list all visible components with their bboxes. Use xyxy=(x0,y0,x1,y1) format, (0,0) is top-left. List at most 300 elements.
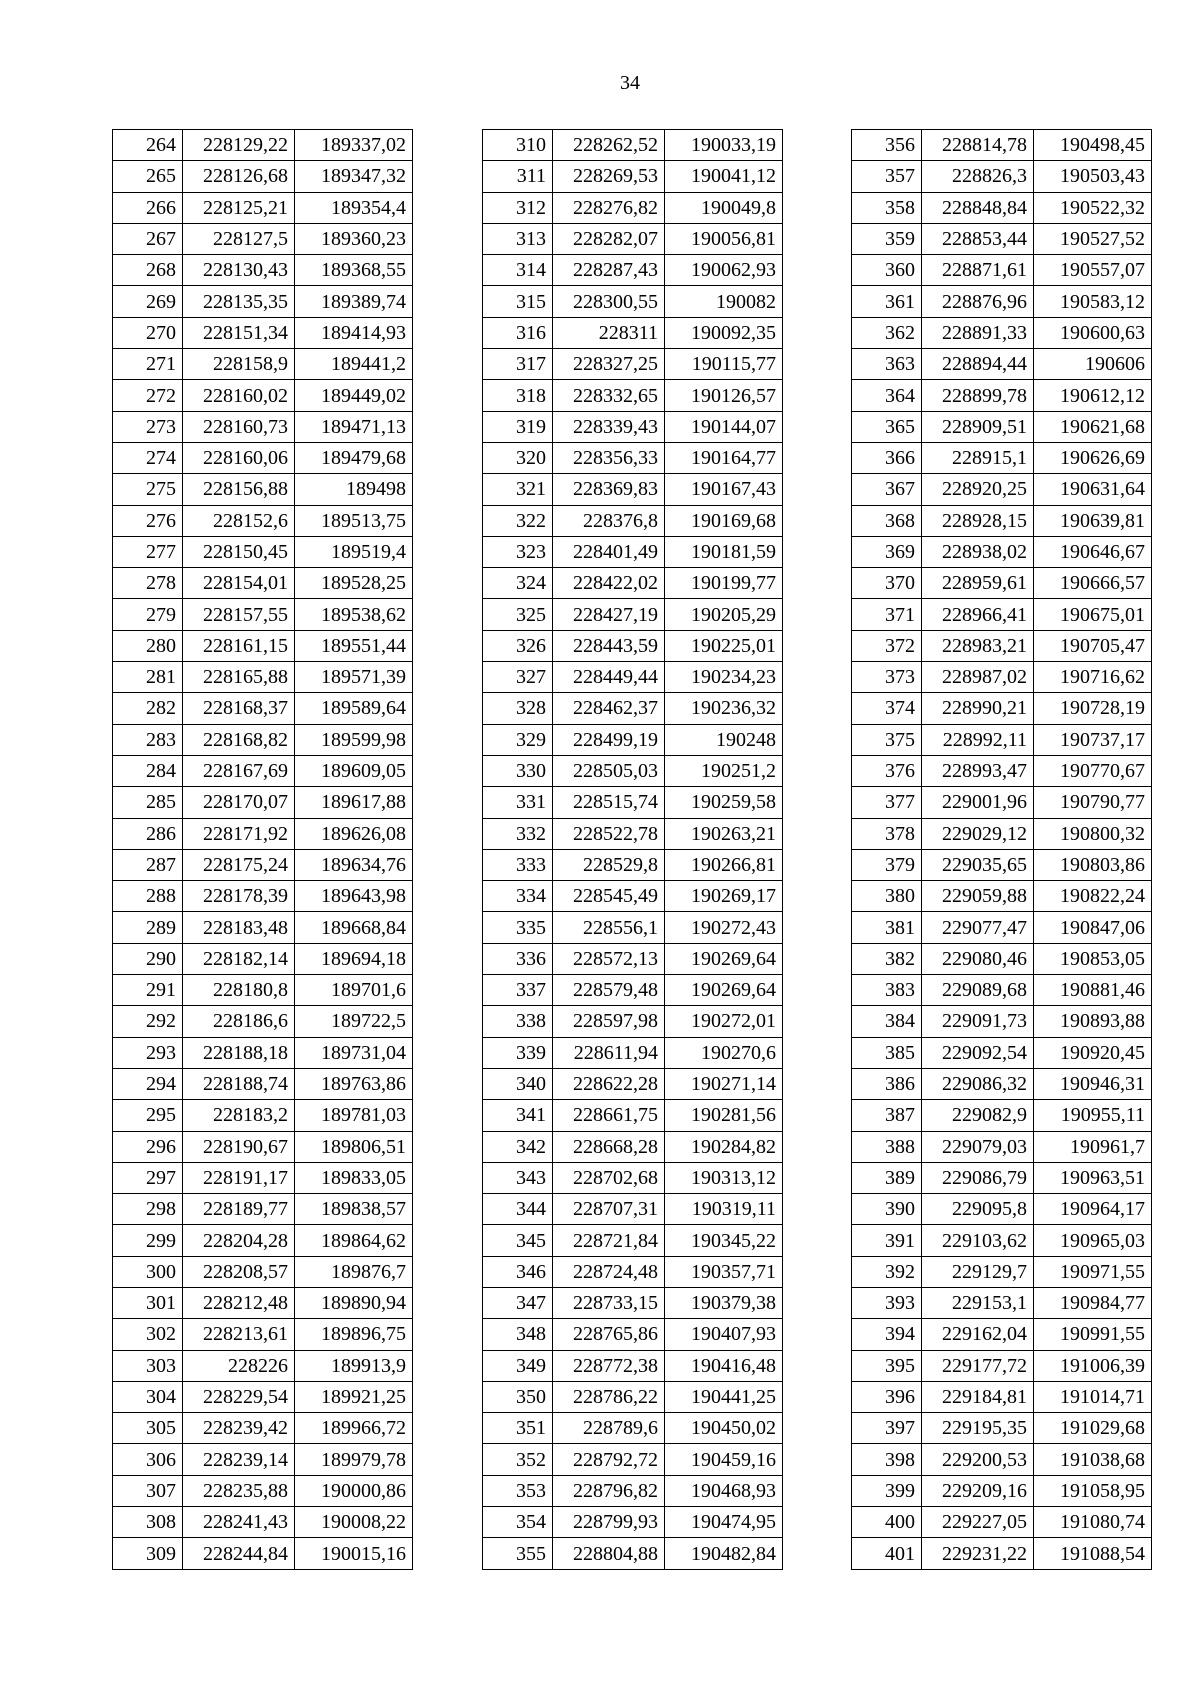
table-row xyxy=(852,912,1152,943)
x-coordinate-cell: 228661,75 xyxy=(553,1100,665,1131)
table-row xyxy=(113,161,413,192)
x-coordinate-cell: 228772,38 xyxy=(553,1350,665,1381)
table-row xyxy=(483,380,783,411)
x-coordinate-cell: 228853,44 xyxy=(922,223,1034,254)
y-coordinate-cell: 190041,12 xyxy=(665,161,783,192)
point-number-cell: 319 xyxy=(483,411,553,442)
point-number-cell: 339 xyxy=(483,1037,553,1068)
y-coordinate-cell: 190803,86 xyxy=(1034,849,1152,880)
table-row xyxy=(113,662,413,693)
y-coordinate-cell: 189966,72 xyxy=(295,1413,413,1444)
point-number-cell: 396 xyxy=(852,1381,922,1412)
point-number-cell: 329 xyxy=(483,724,553,755)
x-coordinate-cell: 228376,8 xyxy=(553,505,665,536)
x-coordinate-cell: 228226 xyxy=(183,1350,295,1381)
point-number-cell: 360 xyxy=(852,255,922,286)
x-coordinate-cell: 229091,73 xyxy=(922,1006,1034,1037)
table-row xyxy=(483,1100,783,1131)
table-row xyxy=(483,1037,783,1068)
table-row xyxy=(852,1319,1152,1350)
table-row xyxy=(483,1413,783,1444)
table-row xyxy=(483,349,783,380)
y-coordinate-cell: 189389,74 xyxy=(295,286,413,317)
table-row xyxy=(113,1381,413,1412)
x-coordinate-cell: 228786,22 xyxy=(553,1381,665,1412)
y-coordinate-cell: 190822,24 xyxy=(1034,881,1152,912)
point-number-cell: 327 xyxy=(483,662,553,693)
x-coordinate-cell: 228899,78 xyxy=(922,380,1034,411)
table-row xyxy=(852,881,1152,912)
y-coordinate-cell: 190626,69 xyxy=(1034,442,1152,473)
table-row xyxy=(113,1507,413,1538)
table-row xyxy=(113,1131,413,1162)
y-coordinate-cell: 190266,81 xyxy=(665,849,783,880)
y-coordinate-cell: 190015,16 xyxy=(295,1538,413,1569)
table-row xyxy=(113,630,413,661)
point-number-cell: 331 xyxy=(483,787,553,818)
table-row xyxy=(113,1037,413,1068)
point-number-cell: 363 xyxy=(852,349,922,380)
x-coordinate-cell: 228182,14 xyxy=(183,943,295,974)
y-coordinate-cell: 190450,02 xyxy=(665,1413,783,1444)
y-coordinate-cell: 190319,11 xyxy=(665,1194,783,1225)
x-coordinate-cell: 228300,55 xyxy=(553,286,665,317)
x-coordinate-cell: 228239,42 xyxy=(183,1413,295,1444)
table-row xyxy=(483,130,783,161)
point-number-cell: 324 xyxy=(483,568,553,599)
point-number-cell: 354 xyxy=(483,1507,553,1538)
x-coordinate-cell: 228826,3 xyxy=(922,161,1034,192)
table-row xyxy=(483,411,783,442)
y-coordinate-cell: 190234,23 xyxy=(665,662,783,693)
table-row xyxy=(113,693,413,724)
table-row xyxy=(113,1350,413,1381)
x-coordinate-cell: 228724,48 xyxy=(553,1256,665,1287)
table-row xyxy=(852,1006,1152,1037)
table-row xyxy=(852,474,1152,505)
table-row xyxy=(852,1350,1152,1381)
table-row xyxy=(852,442,1152,473)
point-number-cell: 370 xyxy=(852,568,922,599)
table-row xyxy=(483,1319,783,1350)
table-row xyxy=(852,1256,1152,1287)
y-coordinate-cell: 190955,11 xyxy=(1034,1100,1152,1131)
y-coordinate-cell: 190991,55 xyxy=(1034,1319,1152,1350)
point-number-cell: 289 xyxy=(113,912,183,943)
y-coordinate-cell: 190272,01 xyxy=(665,1006,783,1037)
table-row xyxy=(113,1194,413,1225)
x-coordinate-cell: 228579,48 xyxy=(553,975,665,1006)
y-coordinate-cell: 189921,25 xyxy=(295,1381,413,1412)
y-coordinate-cell: 189571,39 xyxy=(295,662,413,693)
x-coordinate-cell: 228170,07 xyxy=(183,787,295,818)
x-coordinate-cell: 228127,5 xyxy=(183,223,295,254)
table-row xyxy=(852,536,1152,567)
x-coordinate-cell: 228269,53 xyxy=(553,161,665,192)
y-coordinate-cell: 189368,55 xyxy=(295,255,413,286)
y-coordinate-cell: 190205,29 xyxy=(665,599,783,630)
x-coordinate-cell: 228894,44 xyxy=(922,349,1034,380)
x-coordinate-cell: 228572,13 xyxy=(553,943,665,974)
table-row xyxy=(852,505,1152,536)
x-coordinate-cell: 228167,69 xyxy=(183,755,295,786)
point-number-cell: 369 xyxy=(852,536,922,567)
y-coordinate-cell: 190407,93 xyxy=(665,1319,783,1350)
y-coordinate-cell: 189626,08 xyxy=(295,818,413,849)
table-row xyxy=(852,380,1152,411)
x-coordinate-cell: 228966,41 xyxy=(922,599,1034,630)
x-coordinate-cell: 228160,02 xyxy=(183,380,295,411)
y-coordinate-cell: 190259,58 xyxy=(665,787,783,818)
table-row xyxy=(113,849,413,880)
table-row xyxy=(483,755,783,786)
coordinates-table-2 xyxy=(482,129,783,1570)
y-coordinate-cell: 190527,52 xyxy=(1034,223,1152,254)
x-coordinate-cell: 229153,1 xyxy=(922,1287,1034,1318)
point-number-cell: 362 xyxy=(852,317,922,348)
x-coordinate-cell: 228168,37 xyxy=(183,693,295,724)
table-row xyxy=(483,568,783,599)
y-coordinate-cell: 190181,59 xyxy=(665,536,783,567)
point-number-cell: 313 xyxy=(483,223,553,254)
table-row xyxy=(483,192,783,223)
table-row xyxy=(483,223,783,254)
table-row xyxy=(483,849,783,880)
table-row xyxy=(852,286,1152,317)
table-row xyxy=(852,568,1152,599)
x-coordinate-cell: 228204,28 xyxy=(183,1225,295,1256)
y-coordinate-cell: 189513,75 xyxy=(295,505,413,536)
table-row xyxy=(113,130,413,161)
point-number-cell: 325 xyxy=(483,599,553,630)
table-row xyxy=(852,1225,1152,1256)
y-coordinate-cell: 189668,84 xyxy=(295,912,413,943)
point-number-cell: 386 xyxy=(852,1068,922,1099)
point-number-cell: 266 xyxy=(113,192,183,223)
x-coordinate-cell: 228449,44 xyxy=(553,662,665,693)
point-number-cell: 301 xyxy=(113,1287,183,1318)
y-coordinate-cell: 190503,43 xyxy=(1034,161,1152,192)
table-row xyxy=(852,1100,1152,1131)
point-number-cell: 349 xyxy=(483,1350,553,1381)
table-row xyxy=(852,599,1152,630)
y-coordinate-cell: 191038,68 xyxy=(1034,1444,1152,1475)
x-coordinate-cell: 228796,82 xyxy=(553,1475,665,1506)
x-coordinate-cell: 228792,72 xyxy=(553,1444,665,1475)
point-number-cell: 291 xyxy=(113,975,183,1006)
table-row xyxy=(113,1100,413,1131)
x-coordinate-cell: 228327,25 xyxy=(553,349,665,380)
point-number-cell: 340 xyxy=(483,1068,553,1099)
y-coordinate-cell: 191058,95 xyxy=(1034,1475,1152,1506)
table-row xyxy=(113,1475,413,1506)
y-coordinate-cell: 190612,12 xyxy=(1034,380,1152,411)
point-number-cell: 367 xyxy=(852,474,922,505)
x-coordinate-cell: 228915,1 xyxy=(922,442,1034,473)
point-number-cell: 317 xyxy=(483,349,553,380)
y-coordinate-cell: 189609,05 xyxy=(295,755,413,786)
x-coordinate-cell: 228993,47 xyxy=(922,755,1034,786)
table-row xyxy=(483,1381,783,1412)
table-row xyxy=(113,286,413,317)
table-row xyxy=(852,1413,1152,1444)
x-coordinate-cell: 228212,48 xyxy=(183,1287,295,1318)
table-row xyxy=(113,1287,413,1318)
x-coordinate-cell: 228229,54 xyxy=(183,1381,295,1412)
table-row xyxy=(113,1162,413,1193)
table-row xyxy=(852,724,1152,755)
table-row xyxy=(483,1475,783,1506)
table-row xyxy=(483,818,783,849)
point-number-cell: 347 xyxy=(483,1287,553,1318)
x-coordinate-cell: 228356,33 xyxy=(553,442,665,473)
x-coordinate-cell: 229001,96 xyxy=(922,787,1034,818)
x-coordinate-cell: 228154,01 xyxy=(183,568,295,599)
x-coordinate-cell: 228515,74 xyxy=(553,787,665,818)
x-coordinate-cell: 228990,21 xyxy=(922,693,1034,724)
y-coordinate-cell: 189414,93 xyxy=(295,317,413,348)
point-number-cell: 287 xyxy=(113,849,183,880)
y-coordinate-cell: 190082 xyxy=(665,286,783,317)
x-coordinate-cell: 229086,32 xyxy=(922,1068,1034,1099)
table-row xyxy=(113,1256,413,1287)
point-number-cell: 397 xyxy=(852,1413,922,1444)
point-number-cell: 337 xyxy=(483,975,553,1006)
point-number-cell: 308 xyxy=(113,1507,183,1538)
point-number-cell: 310 xyxy=(483,130,553,161)
table-row xyxy=(852,223,1152,254)
x-coordinate-cell: 228213,61 xyxy=(183,1319,295,1350)
y-coordinate-cell: 190272,43 xyxy=(665,912,783,943)
x-coordinate-cell: 228871,61 xyxy=(922,255,1034,286)
table-row xyxy=(113,755,413,786)
y-coordinate-cell: 189634,76 xyxy=(295,849,413,880)
table-row xyxy=(113,255,413,286)
x-coordinate-cell: 229082,9 xyxy=(922,1100,1034,1131)
point-number-cell: 318 xyxy=(483,380,553,411)
x-coordinate-cell: 228938,02 xyxy=(922,536,1034,567)
x-coordinate-cell: 229029,12 xyxy=(922,818,1034,849)
point-number-cell: 321 xyxy=(483,474,553,505)
x-coordinate-cell: 228597,98 xyxy=(553,1006,665,1037)
y-coordinate-cell: 190144,07 xyxy=(665,411,783,442)
point-number-cell: 270 xyxy=(113,317,183,348)
y-coordinate-cell: 190459,16 xyxy=(665,1444,783,1475)
x-coordinate-cell: 228168,82 xyxy=(183,724,295,755)
x-coordinate-cell: 228427,19 xyxy=(553,599,665,630)
point-number-cell: 361 xyxy=(852,286,922,317)
y-coordinate-cell: 190881,46 xyxy=(1034,975,1152,1006)
y-coordinate-cell: 190008,22 xyxy=(295,1507,413,1538)
y-coordinate-cell: 190853,05 xyxy=(1034,943,1152,974)
point-number-cell: 335 xyxy=(483,912,553,943)
table-row xyxy=(113,317,413,348)
y-coordinate-cell: 190379,38 xyxy=(665,1287,783,1318)
table-row xyxy=(852,349,1152,380)
table-row xyxy=(852,130,1152,161)
table-row xyxy=(483,161,783,192)
x-coordinate-cell: 228208,57 xyxy=(183,1256,295,1287)
table-row xyxy=(113,536,413,567)
x-coordinate-cell: 228135,35 xyxy=(183,286,295,317)
y-coordinate-cell: 190646,67 xyxy=(1034,536,1152,567)
x-coordinate-cell: 228622,28 xyxy=(553,1068,665,1099)
point-number-cell: 382 xyxy=(852,943,922,974)
x-coordinate-cell: 229231,22 xyxy=(922,1538,1034,1569)
point-number-cell: 323 xyxy=(483,536,553,567)
y-coordinate-cell: 190263,21 xyxy=(665,818,783,849)
point-number-cell: 316 xyxy=(483,317,553,348)
y-coordinate-cell: 190666,57 xyxy=(1034,568,1152,599)
point-number-cell: 332 xyxy=(483,818,553,849)
table-row xyxy=(852,662,1152,693)
y-coordinate-cell: 190269,64 xyxy=(665,943,783,974)
x-coordinate-cell: 228522,78 xyxy=(553,818,665,849)
point-number-cell: 338 xyxy=(483,1006,553,1037)
table-row xyxy=(483,317,783,348)
table-row xyxy=(852,1037,1152,1068)
y-coordinate-cell: 190169,68 xyxy=(665,505,783,536)
table-row xyxy=(852,1162,1152,1193)
point-number-cell: 358 xyxy=(852,192,922,223)
y-coordinate-cell: 189806,51 xyxy=(295,1131,413,1162)
point-number-cell: 350 xyxy=(483,1381,553,1412)
table-row xyxy=(113,818,413,849)
y-coordinate-cell: 190225,01 xyxy=(665,630,783,661)
x-coordinate-cell: 228311 xyxy=(553,317,665,348)
table-row xyxy=(113,1006,413,1037)
y-coordinate-cell: 189838,57 xyxy=(295,1194,413,1225)
x-coordinate-cell: 228130,43 xyxy=(183,255,295,286)
x-coordinate-cell: 228920,25 xyxy=(922,474,1034,505)
y-coordinate-cell: 189722,5 xyxy=(295,1006,413,1037)
point-number-cell: 283 xyxy=(113,724,183,755)
x-coordinate-cell: 228190,67 xyxy=(183,1131,295,1162)
y-coordinate-cell: 190115,77 xyxy=(665,349,783,380)
point-number-cell: 387 xyxy=(852,1100,922,1131)
point-number-cell: 385 xyxy=(852,1037,922,1068)
table-row xyxy=(852,630,1152,661)
point-number-cell: 341 xyxy=(483,1100,553,1131)
table-row xyxy=(113,349,413,380)
y-coordinate-cell: 190961,7 xyxy=(1034,1131,1152,1162)
point-number-cell: 334 xyxy=(483,881,553,912)
point-number-cell: 380 xyxy=(852,881,922,912)
x-coordinate-cell: 228191,17 xyxy=(183,1162,295,1193)
y-coordinate-cell: 189781,03 xyxy=(295,1100,413,1131)
point-number-cell: 311 xyxy=(483,161,553,192)
x-coordinate-cell: 228125,21 xyxy=(183,192,295,223)
y-coordinate-cell: 189833,05 xyxy=(295,1162,413,1193)
table-row xyxy=(483,255,783,286)
y-coordinate-cell: 190000,86 xyxy=(295,1475,413,1506)
point-number-cell: 297 xyxy=(113,1162,183,1193)
y-coordinate-cell: 190557,07 xyxy=(1034,255,1152,286)
y-coordinate-cell: 189471,13 xyxy=(295,411,413,442)
y-coordinate-cell: 189538,62 xyxy=(295,599,413,630)
y-coordinate-cell: 189864,62 xyxy=(295,1225,413,1256)
point-number-cell: 355 xyxy=(483,1538,553,1569)
point-number-cell: 277 xyxy=(113,536,183,567)
y-coordinate-cell: 190284,82 xyxy=(665,1131,783,1162)
x-coordinate-cell: 228707,31 xyxy=(553,1194,665,1225)
table-row xyxy=(852,755,1152,786)
y-coordinate-cell: 190621,68 xyxy=(1034,411,1152,442)
y-coordinate-cell: 190270,6 xyxy=(665,1037,783,1068)
point-number-cell: 365 xyxy=(852,411,922,442)
x-coordinate-cell: 228401,49 xyxy=(553,536,665,567)
y-coordinate-cell: 190248 xyxy=(665,724,783,755)
x-coordinate-cell: 228422,02 xyxy=(553,568,665,599)
point-number-cell: 276 xyxy=(113,505,183,536)
x-coordinate-cell: 229200,53 xyxy=(922,1444,1034,1475)
table-row xyxy=(113,223,413,254)
x-coordinate-cell: 228157,55 xyxy=(183,599,295,630)
point-number-cell: 378 xyxy=(852,818,922,849)
y-coordinate-cell: 190199,77 xyxy=(665,568,783,599)
y-coordinate-cell: 189896,75 xyxy=(295,1319,413,1350)
table-row xyxy=(483,599,783,630)
y-coordinate-cell: 190600,63 xyxy=(1034,317,1152,348)
point-number-cell: 302 xyxy=(113,1319,183,1350)
x-coordinate-cell: 228241,43 xyxy=(183,1507,295,1538)
x-coordinate-cell: 228928,15 xyxy=(922,505,1034,536)
y-coordinate-cell: 189551,44 xyxy=(295,630,413,661)
table-row xyxy=(852,1194,1152,1225)
y-coordinate-cell: 189876,7 xyxy=(295,1256,413,1287)
y-coordinate-cell: 190498,45 xyxy=(1034,130,1152,161)
point-number-cell: 295 xyxy=(113,1100,183,1131)
table-row xyxy=(113,192,413,223)
x-coordinate-cell: 228891,33 xyxy=(922,317,1034,348)
y-coordinate-cell: 190705,47 xyxy=(1034,630,1152,661)
y-coordinate-cell: 189589,64 xyxy=(295,693,413,724)
table-row xyxy=(852,192,1152,223)
y-coordinate-cell: 190281,56 xyxy=(665,1100,783,1131)
y-coordinate-cell: 191088,54 xyxy=(1034,1538,1152,1569)
y-coordinate-cell: 191014,71 xyxy=(1034,1381,1152,1412)
x-coordinate-cell: 228165,88 xyxy=(183,662,295,693)
table-row xyxy=(483,442,783,473)
x-coordinate-cell: 228799,93 xyxy=(553,1507,665,1538)
point-number-cell: 269 xyxy=(113,286,183,317)
y-coordinate-cell: 190790,77 xyxy=(1034,787,1152,818)
point-number-cell: 348 xyxy=(483,1319,553,1350)
x-coordinate-cell: 228126,68 xyxy=(183,161,295,192)
y-coordinate-cell: 189599,98 xyxy=(295,724,413,755)
y-coordinate-cell: 190167,43 xyxy=(665,474,783,505)
table-row xyxy=(852,1381,1152,1412)
table-row xyxy=(483,943,783,974)
table-row xyxy=(483,787,783,818)
point-number-cell: 298 xyxy=(113,1194,183,1225)
y-coordinate-cell: 189354,4 xyxy=(295,192,413,223)
y-coordinate-cell: 191029,68 xyxy=(1034,1413,1152,1444)
y-coordinate-cell: 190271,14 xyxy=(665,1068,783,1099)
y-coordinate-cell: 189337,02 xyxy=(295,130,413,161)
table-row xyxy=(852,787,1152,818)
y-coordinate-cell: 190269,64 xyxy=(665,975,783,1006)
table-row xyxy=(113,724,413,755)
y-coordinate-cell: 190963,51 xyxy=(1034,1162,1152,1193)
x-coordinate-cell: 229035,65 xyxy=(922,849,1034,880)
point-number-cell: 299 xyxy=(113,1225,183,1256)
y-coordinate-cell: 191080,74 xyxy=(1034,1507,1152,1538)
x-coordinate-cell: 229195,35 xyxy=(922,1413,1034,1444)
point-number-cell: 267 xyxy=(113,223,183,254)
point-number-cell: 304 xyxy=(113,1381,183,1412)
table-row xyxy=(852,693,1152,724)
